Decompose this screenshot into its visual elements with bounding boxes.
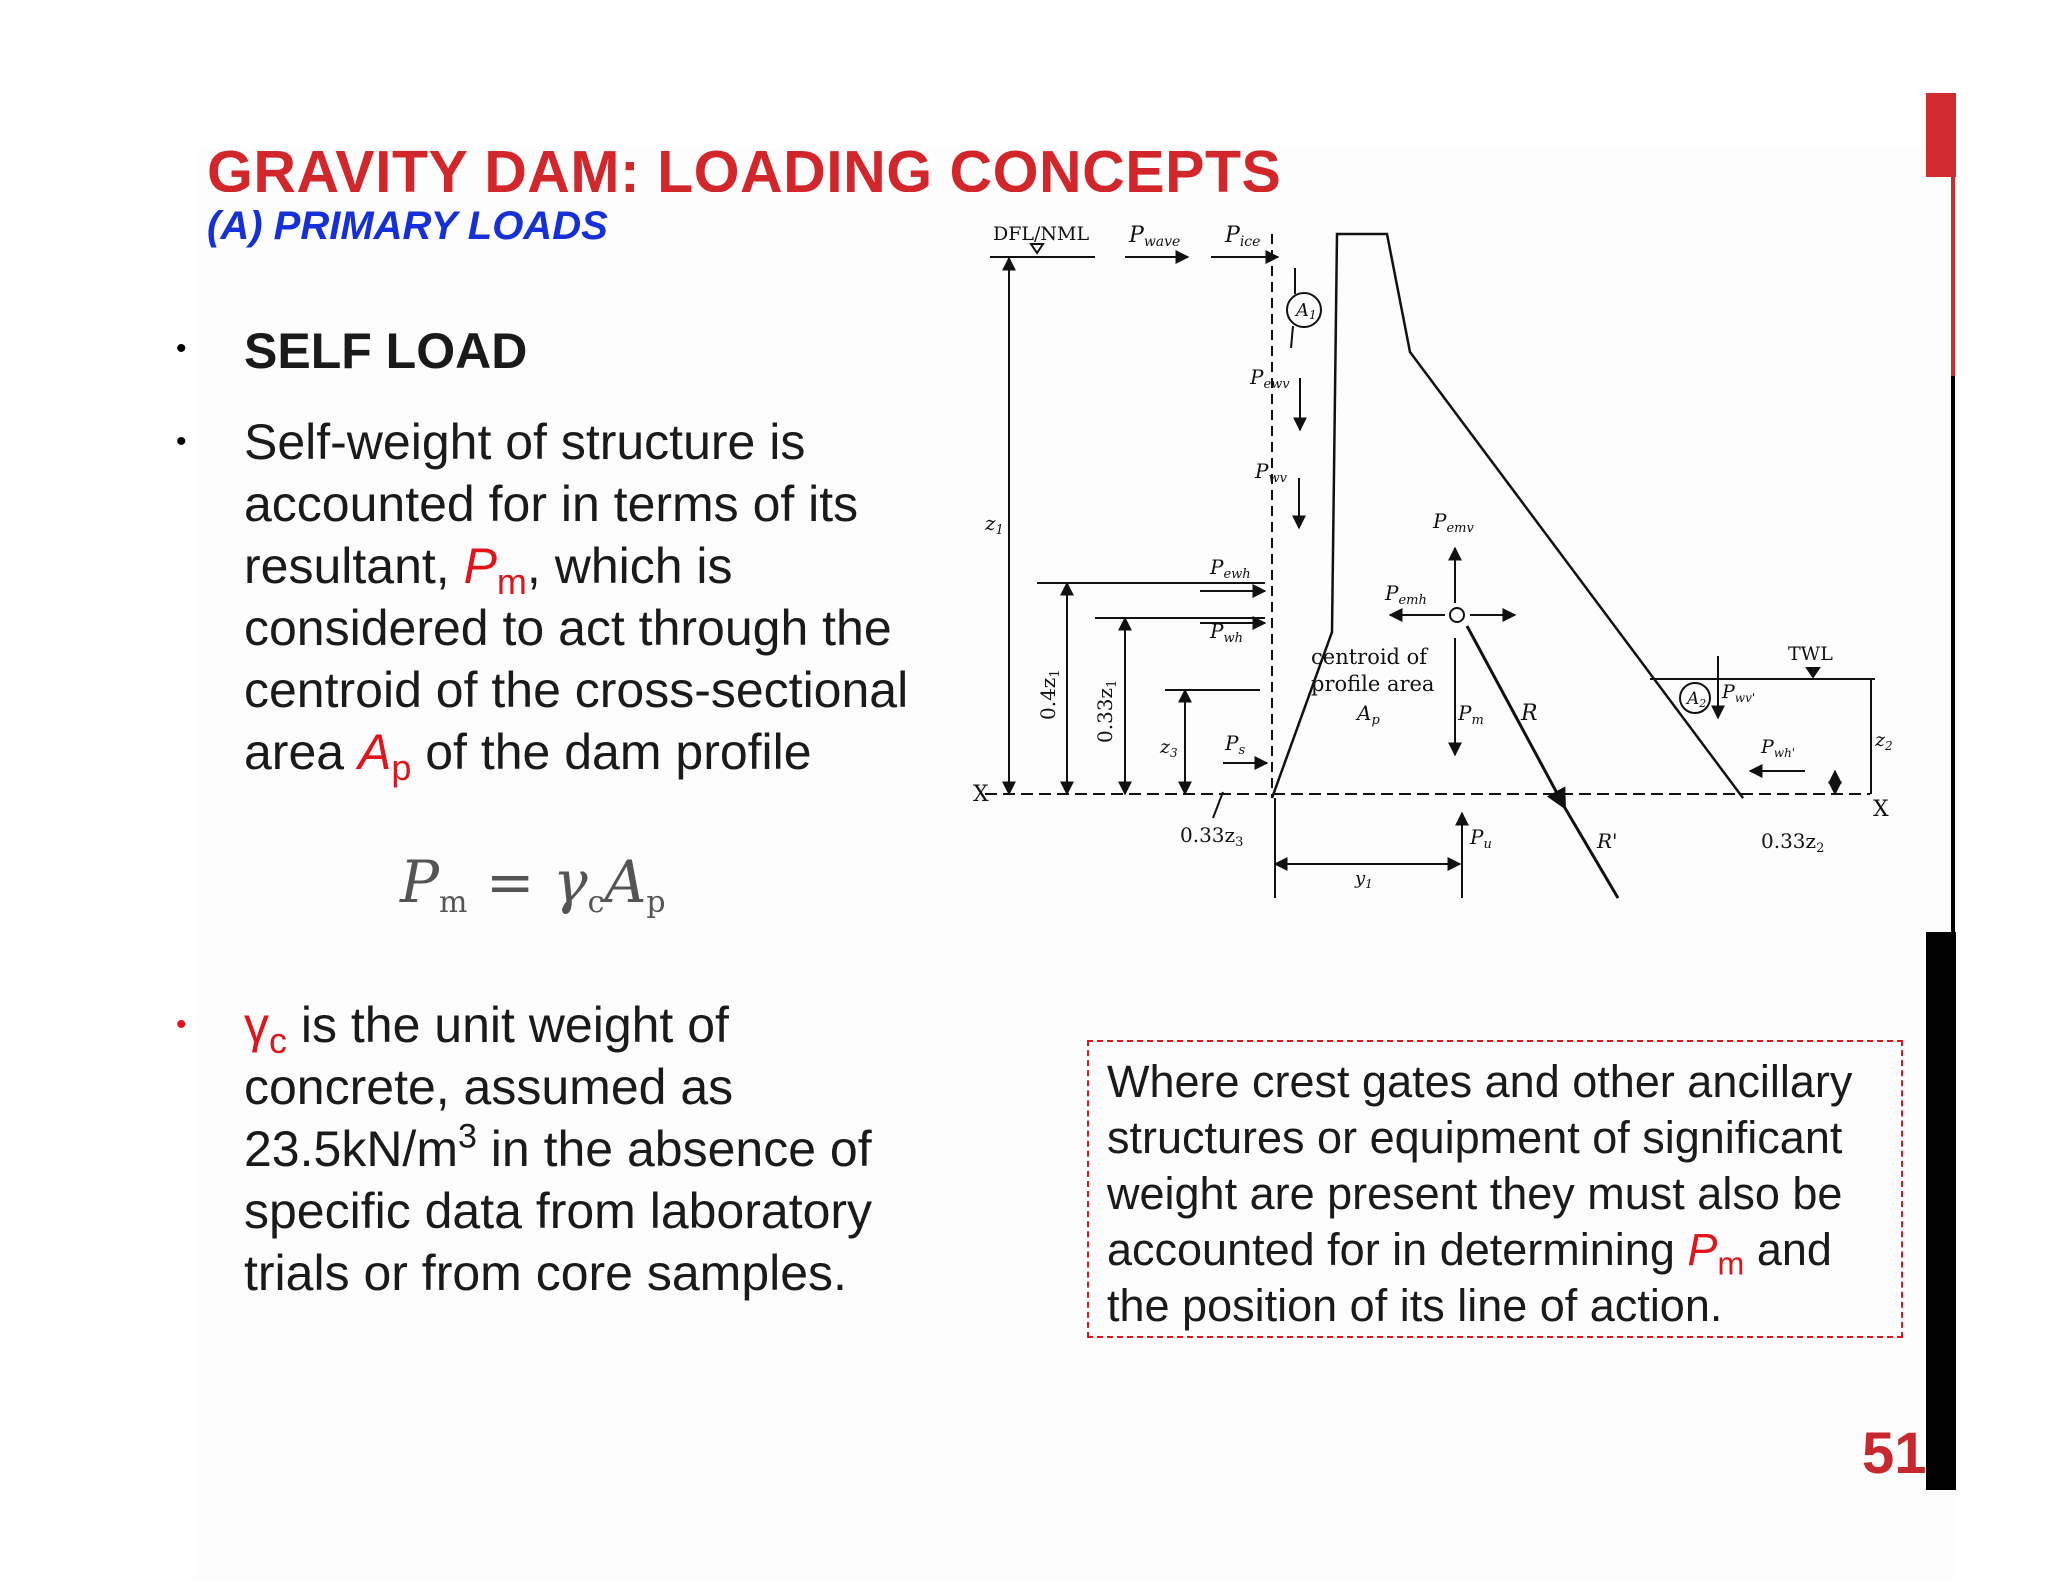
para-line: accounted for in terms of its: [244, 476, 859, 532]
label-r: R: [1521, 701, 1538, 726]
note-line: the position of its line of action.: [1107, 1280, 1723, 1331]
para-line: [244, 1118, 872, 1180]
dim-033z3-leader: [1213, 792, 1223, 818]
formula-eq: =: [467, 848, 553, 916]
formula-gamma: γ: [552, 848, 588, 916]
dam-loading-diagram: [955, 198, 1915, 918]
para-text: of the dam profile: [411, 724, 812, 780]
label-pwhprime: $P_{wh'}$: [1761, 736, 1796, 760]
label-pm: $P_m$: [1458, 701, 1484, 728]
note-text: accounted for in determining: [1107, 1224, 1688, 1275]
label-04z1: $0.4z_1$: [1036, 669, 1063, 720]
page-number: 51: [1862, 1421, 1927, 1486]
a1-leader2: [1291, 326, 1293, 348]
label-rprime: R': [1597, 829, 1618, 853]
label-x-left: X: [973, 782, 989, 807]
self-weight-paragraph: [244, 411, 909, 788]
label-033z2: $0.33z_2$: [1761, 829, 1825, 856]
para-line: [244, 721, 908, 788]
resultant-line2: [1565, 808, 1618, 898]
label-z2: $z_2$: [1875, 729, 1893, 753]
label-dfl: DFL/NML: [993, 223, 1090, 245]
label-pwh: $P_{wh}$: [1210, 619, 1243, 646]
label-ps: $P_s$: [1225, 731, 1246, 758]
para-text: , which is: [526, 538, 733, 594]
superscript: 3: [457, 1117, 477, 1156]
heading-text: SELF LOAD: [244, 323, 528, 379]
twl-marker: [1807, 668, 1819, 677]
label-ap: $A_p$: [1357, 701, 1380, 728]
pm-symbol: P: [463, 538, 497, 594]
accent-bar-black: [1926, 932, 1956, 1490]
para-line: considered to act through the: [244, 600, 892, 656]
para-line: [244, 535, 908, 602]
bullet-dot: •: [176, 425, 187, 458]
label-x-right: X: [1873, 797, 1889, 822]
para-text: in the absence of: [476, 1121, 872, 1177]
label-a1: A1: [1296, 300, 1317, 322]
bullet-dot: •: [176, 332, 187, 365]
label-centroid-1: centroid of: [1311, 645, 1428, 669]
unit-weight-paragraph: [244, 994, 872, 1304]
para-line: Self-weight of structure is: [244, 414, 806, 470]
label-centroid-2: profile area: [1311, 672, 1435, 696]
pm-subscript: m: [1717, 1245, 1745, 1282]
formula-a-sub: p: [646, 885, 666, 920]
label-pu: $P_u$: [1470, 825, 1492, 852]
label-pemh: $P_{emh}$: [1385, 581, 1427, 608]
ap-symbol: A: [357, 724, 392, 780]
slide-subtitle: (A) PRIMARY LOADS: [207, 204, 608, 248]
label-pwvprime: $P_{wv'}$: [1722, 681, 1756, 705]
gamma-subscript: c: [269, 1019, 287, 1061]
label-033z1: $0.33z_1$: [1093, 679, 1120, 743]
para-text: 23.5kN/m: [244, 1121, 458, 1177]
para-line: trials or from core samples.: [244, 1245, 847, 1301]
self-weight-formula: [400, 848, 666, 920]
note-line: [1107, 1222, 1883, 1282]
note-line: Where crest gates and other ancillary: [1107, 1056, 1853, 1107]
label-pice: Pice: [1225, 223, 1261, 250]
para-line: concrete, assumed as: [244, 1059, 734, 1115]
gamma-symbol: γ: [244, 997, 269, 1053]
note-line: structures or equipment of significant: [1107, 1112, 1843, 1163]
self-load-heading: [244, 320, 527, 382]
para-text: is the unit weight of: [287, 997, 729, 1053]
para-text: area: [244, 724, 358, 780]
accent-bar-red: [1926, 93, 1956, 177]
dam-profile: [1272, 234, 1743, 798]
formula-p-sub: m: [439, 885, 468, 920]
label-z1: $z_1$: [985, 511, 1004, 538]
label-y1: $y_1$: [1355, 868, 1373, 891]
para-line: specific data from laboratory: [244, 1183, 873, 1239]
note-text: and: [1744, 1224, 1832, 1275]
pm-symbol: P: [1687, 1224, 1718, 1275]
label-twl: TWL: [1788, 643, 1833, 665]
label-a2: A2: [1687, 689, 1707, 710]
label-pewv: $P_{ewv}$: [1250, 365, 1290, 392]
label-pemv: $P_{emv}$: [1433, 509, 1474, 536]
accent-line-red: [1951, 170, 1955, 376]
slide-title: GRAVITY DAM: LOADING CONCEPTS: [207, 139, 1282, 192]
note-line: weight are present they must also be: [1107, 1168, 1843, 1219]
centroid-point: [1450, 608, 1464, 622]
pm-subscript: m: [496, 560, 527, 602]
bullet-dot: •: [176, 1008, 187, 1041]
formula-gamma-sub: c: [587, 885, 605, 920]
ancillary-note-box: [1087, 1040, 1903, 1338]
para-line: centroid of the cross-sectional: [244, 662, 909, 718]
label-z3: $z_3$: [1160, 736, 1178, 760]
para-line: [244, 994, 872, 1061]
accent-line-black: [1951, 376, 1955, 932]
formula-p: P: [400, 848, 440, 916]
label-pwv: $P_{wv}$: [1255, 459, 1287, 486]
label-pwave: Pwave: [1129, 223, 1181, 250]
dfl-marker: [1031, 244, 1043, 253]
label-033z3: $0.33z_3$: [1180, 823, 1244, 850]
ap-subscript: p: [391, 746, 412, 788]
label-pewh: $P_{ewh}$: [1210, 555, 1251, 582]
formula-a: A: [604, 848, 647, 916]
para-text: resultant,: [244, 538, 464, 594]
